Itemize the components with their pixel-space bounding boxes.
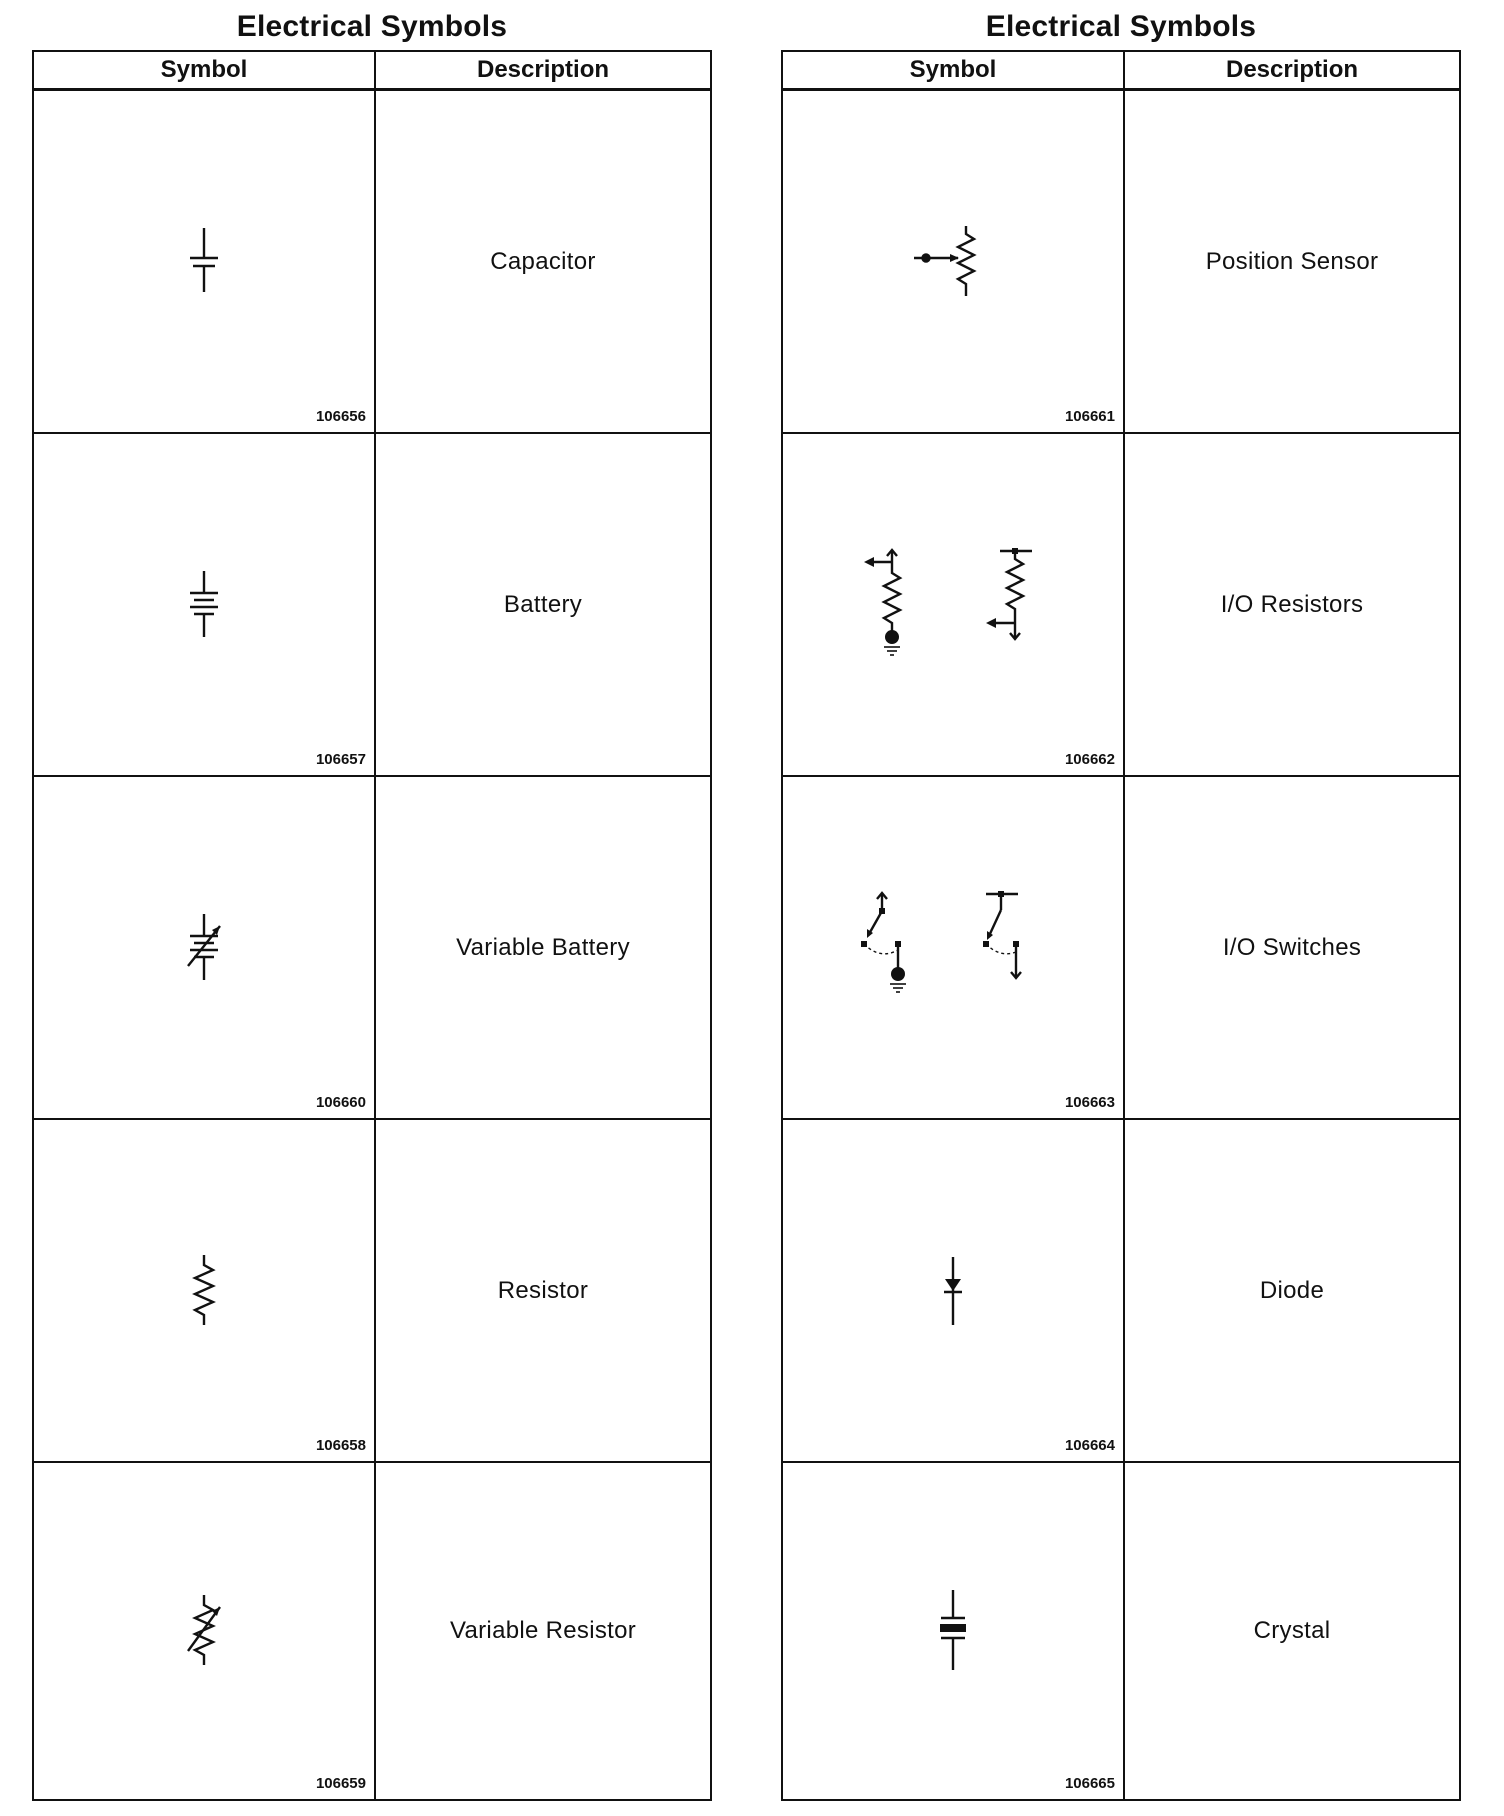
description-cell: Diode	[1124, 1119, 1460, 1462]
left-symbols-panel	[32, 0, 712, 1801]
figure-code: 106658	[315, 1437, 366, 1454]
left-table-title: Electrical Symbols	[236, 10, 508, 43]
description-cell: Capacitor	[375, 90, 711, 434]
symbol-cell	[782, 90, 1124, 434]
description-cell: I/O Resistors	[1124, 433, 1460, 776]
table-row	[33, 1462, 711, 1800]
figure-code: 106656	[315, 408, 366, 425]
right-symbols-table	[781, 50, 1461, 1801]
left-symbols-table	[32, 50, 712, 1801]
diode-icon	[783, 1251, 1123, 1331]
right-symbols-panel	[781, 0, 1461, 1801]
capacitor-icon	[34, 222, 374, 302]
symbol-cell	[33, 90, 375, 434]
table-row	[33, 90, 711, 434]
symbol-cell	[782, 776, 1124, 1119]
description-cell: Position Sensor	[1124, 90, 1460, 434]
right-table-title: Electrical Symbols	[985, 10, 1257, 43]
symbol-cell	[33, 1119, 375, 1462]
figure-code: 106665	[1064, 1775, 1115, 1792]
figure-code: 106661	[1064, 408, 1115, 425]
symbol-cell	[33, 1462, 375, 1800]
variable-battery-icon	[34, 908, 374, 988]
description-cell: I/O Switches	[1124, 776, 1460, 1119]
table-row	[33, 433, 711, 776]
figure-code: 106664	[1064, 1437, 1115, 1454]
table-row	[782, 1462, 1460, 1800]
io-switches-icon	[783, 888, 1123, 1008]
figure-code: 106659	[315, 1775, 366, 1792]
table-row	[782, 433, 1460, 776]
header-row	[33, 51, 711, 90]
table-row	[782, 90, 1460, 434]
crystal-icon	[783, 1586, 1123, 1676]
symbol-cell	[782, 1462, 1124, 1800]
figure-code: 106660	[315, 1094, 366, 1111]
battery-icon	[34, 565, 374, 645]
description-column-header: Description	[375, 51, 711, 90]
figure-code: 106663	[1064, 1094, 1115, 1111]
symbol-column-header: Symbol	[782, 51, 1124, 90]
table-row	[33, 776, 711, 1119]
figure-code: 106662	[1064, 751, 1115, 768]
description-cell: Variable Battery	[375, 776, 711, 1119]
description-cell: Variable Resistor	[375, 1462, 711, 1800]
position-sensor-icon	[783, 222, 1123, 302]
resistor-icon	[34, 1251, 374, 1331]
variable-resistor-icon	[34, 1591, 374, 1671]
description-cell: Battery	[375, 433, 711, 776]
io-resistors-icon	[783, 545, 1123, 665]
symbol-cell	[33, 776, 375, 1119]
symbol-column-header: Symbol	[33, 51, 375, 90]
figure-code: 106657	[315, 751, 366, 768]
description-cell: Crystal	[1124, 1462, 1460, 1800]
description-cell: Resistor	[375, 1119, 711, 1462]
table-row	[782, 1119, 1460, 1462]
table-row	[33, 1119, 711, 1462]
table-row	[782, 776, 1460, 1119]
description-column-header: Description	[1124, 51, 1460, 90]
symbol-cell	[782, 1119, 1124, 1462]
header-row	[782, 51, 1460, 90]
symbol-cell	[782, 433, 1124, 776]
symbol-cell	[33, 433, 375, 776]
